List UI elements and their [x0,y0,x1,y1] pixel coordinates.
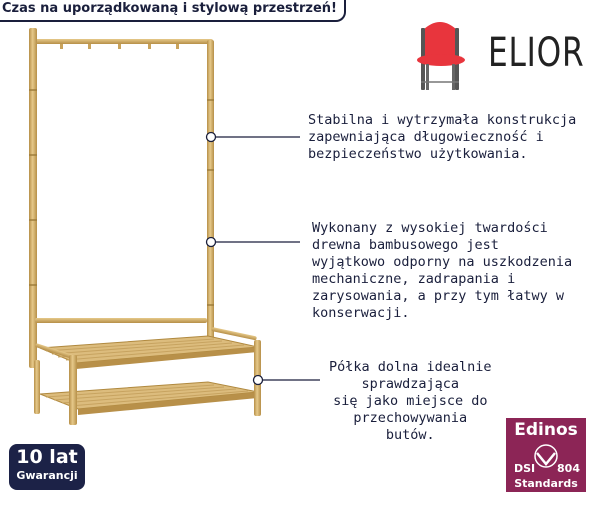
banner-text: Czas na uporządkowaną i stylową przestrzeń! [2,1,337,16]
feature-caption-stability: Stabilna i wytrzymała konstrukcja zapewniająca długowieczność i bezpieczeństwo użytkowania. [308,112,577,162]
warranty-years: 10 lat [16,446,78,468]
certificate-brand: Edinos [514,420,578,440]
back-posts [29,28,214,368]
warranty-label: Gwarancji [16,469,78,482]
feature-caption-material: Wykonany z wysokiej twardości drewna bambusowego jest wyjątkowo odporny na uszkodzenia mechaniczne, zadrapania i zarysowania, a przy tym łatwy w konserwacji. [312,220,573,321]
bench-back-rail [35,318,207,323]
certificate-number: 804 [557,462,580,475]
certificate-badge [506,418,586,492]
top-rail [31,39,213,49]
warranty-badge [9,444,85,490]
feature-caption-shelf: Półka dolna idealnie sprawdzająca się jako miejsce do przechowywania butów. [329,359,492,443]
chair-icon [417,22,465,90]
certificate-label: Standards [514,477,578,490]
certificate-dsi: DSI [514,462,536,475]
brand-logo-text: ELIOR [488,30,585,76]
